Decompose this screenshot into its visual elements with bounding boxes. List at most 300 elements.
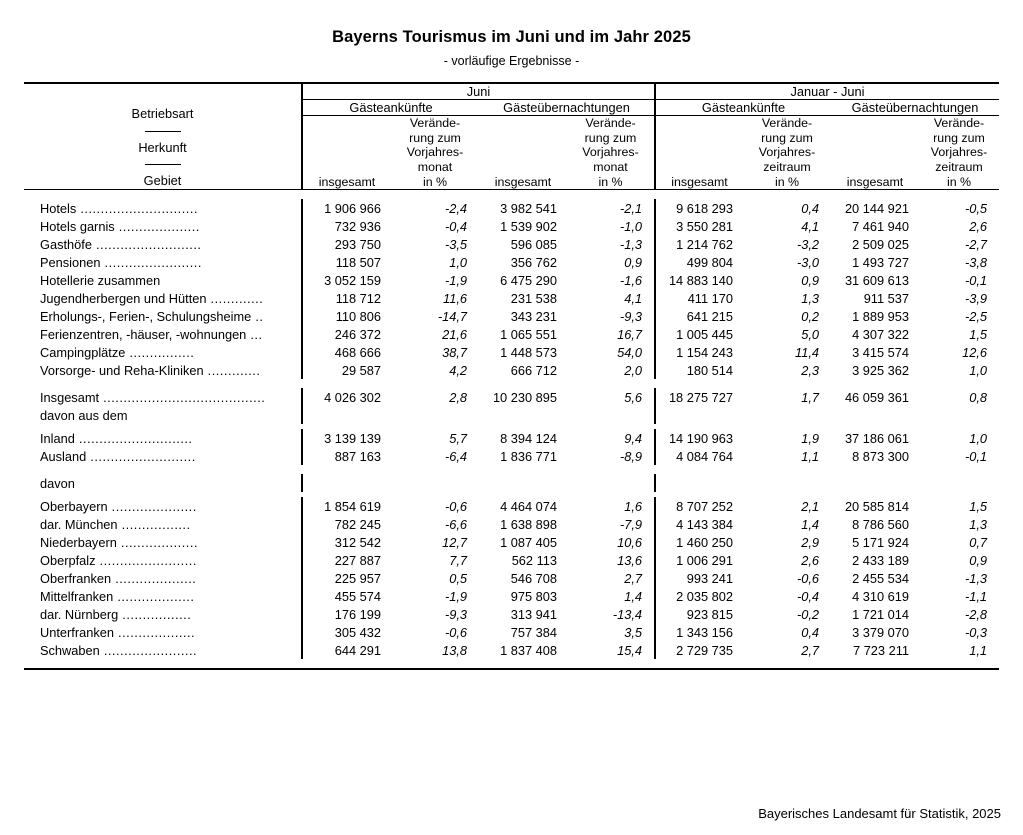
colhead-5-l4: zeitraum: [763, 159, 811, 174]
row-label: Vorsorge- und Reha-Kliniken .............: [40, 362, 261, 378]
cell-change-percent: 21,6: [442, 326, 467, 342]
cell-change-percent: 2,3: [801, 362, 819, 378]
stub-divider-1: [145, 131, 181, 132]
cell-change-percent: 0,9: [801, 272, 819, 288]
row-label: Ausland ..........................: [40, 448, 196, 464]
cell-total: 1 214 762: [655, 235, 743, 253]
table-row: [24, 325, 999, 343]
colhead-6: [831, 116, 919, 190]
colhead-3-l1: Verände-: [585, 116, 636, 130]
cell-total: 641 215: [655, 307, 743, 325]
table-body: [24, 199, 999, 659]
cell-change-percent: 0,2: [801, 308, 819, 324]
cell-total: 7 723 211: [853, 642, 909, 658]
cell-change-percent: 2,6: [801, 552, 819, 568]
cell-change-percent: -9,3: [619, 308, 642, 324]
cell-change-percent: 1,6: [624, 498, 642, 514]
cell-total: 20 585 814: [844, 498, 909, 514]
cell-change-percent: [567, 474, 655, 492]
colhead-2-l1: insgesamt: [494, 174, 552, 189]
cell-change-percent: 0,8: [969, 389, 987, 405]
stub-divider-2: [145, 164, 181, 165]
cell-total: 2 455 534: [852, 570, 909, 586]
cell-total: 4 084 764: [655, 447, 743, 465]
cell-change-percent: 38,7: [442, 344, 467, 360]
cell-change-percent: -1,3: [964, 570, 987, 586]
cell-total: 4 464 074: [500, 498, 557, 514]
table-row: [24, 551, 999, 569]
row-label-leader: ..: [251, 308, 264, 324]
colhead-5: [743, 116, 831, 190]
cell-change-percent: 1,7: [801, 389, 819, 405]
cell-change-percent: -6,4: [444, 448, 467, 464]
cell-change-percent: 0,9: [624, 254, 642, 270]
cell-change-percent: -0,3: [964, 624, 987, 640]
row-label: Hotels .............................: [40, 200, 198, 216]
stub-head-line1: Betriebsart: [131, 106, 194, 122]
header-measure-1: Gästeübernachtungen: [479, 100, 655, 116]
cell-total: [302, 474, 391, 492]
table-row: [24, 343, 999, 361]
cell-total: 9 618 293: [655, 199, 743, 217]
colhead-1-l4: monat: [417, 159, 453, 174]
cell-change-percent: [919, 474, 999, 492]
colhead-7: [919, 116, 999, 190]
row-label-leader: .............: [203, 362, 261, 378]
cell-change-percent: 2,6: [969, 218, 987, 234]
cell-change-percent: 0,4: [801, 624, 819, 640]
cell-total: 46 059 361: [844, 389, 909, 405]
cell-total: 1 006 291: [655, 551, 743, 569]
cell-total: 2 433 189: [852, 552, 909, 568]
cell-change-percent: 0,4: [801, 200, 819, 216]
cell-change-percent: 11,6: [443, 290, 467, 306]
cell-change-percent: [391, 406, 479, 424]
row-label: Inland ............................: [40, 430, 193, 446]
cell-total: 14 190 963: [655, 429, 743, 447]
table-bottom-rule: [24, 669, 999, 670]
cell-change-percent: 11,4: [795, 344, 819, 360]
table-row: [24, 447, 999, 465]
cell-total: 18 275 727: [655, 388, 743, 406]
cell-change-percent: -0,4: [444, 218, 467, 234]
cell-change-percent: 1,3: [801, 290, 819, 306]
cell-total: 1 448 573: [500, 344, 557, 360]
cell-total: 20 144 921: [844, 200, 909, 216]
colhead-1-l2: rung zum: [409, 130, 461, 145]
cell-total: 2 035 802: [655, 587, 743, 605]
cell-total: 31 609 613: [844, 272, 909, 288]
cell-change-percent: 12,6: [962, 344, 987, 360]
row-label: Insgesamt ........................................: [40, 389, 266, 405]
cell-change-percent: -0,2: [796, 606, 819, 622]
table-row: [24, 217, 999, 235]
cell-total: 4 026 302: [302, 388, 391, 406]
cell-change-percent: 2,7: [624, 570, 642, 586]
row-label-leader: .................: [118, 606, 192, 622]
cell-total: 1 889 953: [852, 308, 909, 324]
cell-total: 546 708: [510, 570, 557, 586]
cell-total: [655, 474, 743, 492]
cell-change-percent: 16,7: [617, 326, 642, 342]
cell-change-percent: [567, 406, 655, 424]
row-label: Hotels garnis ....................: [40, 218, 200, 234]
row-label: Unterfranken ...................: [40, 624, 196, 640]
table-row: [24, 289, 999, 307]
colhead-7-l1: Verände-: [933, 116, 985, 130]
cell-total: 312 542: [302, 533, 391, 551]
cell-total: 1 721 014: [852, 606, 909, 622]
cell-change-percent: -6,6: [444, 516, 467, 532]
cell-total: 757 384: [510, 624, 557, 640]
cell-change-percent: 4,1: [624, 290, 642, 306]
cell-total: 1 065 551: [500, 326, 557, 342]
cell-change-percent: 0,7: [969, 534, 987, 550]
cell-total: 8 873 300: [852, 448, 909, 464]
row-label: davon: [40, 475, 75, 491]
cell-change-percent: -0,6: [444, 498, 467, 514]
page-subtitle: - vorläufige Ergebnisse -: [443, 54, 580, 68]
header-gap: [24, 190, 999, 199]
cell-change-percent: [919, 406, 999, 424]
cell-change-percent: 7,7: [449, 552, 467, 568]
cell-change-percent: -2,1: [619, 200, 642, 216]
cell-change-percent: 2,7: [801, 642, 819, 658]
cell-total: 1 493 727: [852, 254, 909, 270]
row-label: Schwaben .......................: [40, 642, 198, 658]
colhead-4-l1: insgesamt: [671, 174, 728, 189]
cell-change-percent: -0,6: [796, 570, 819, 586]
row-label-leader: ...................: [113, 624, 196, 640]
colhead-0: [302, 116, 391, 190]
cell-total: 176 199: [302, 605, 391, 623]
row-label: Gasthöfe ..........................: [40, 236, 202, 252]
cell-total: 180 514: [655, 361, 743, 379]
cell-total: 4 310 619: [852, 588, 909, 604]
cell-total: 305 432: [302, 623, 391, 641]
row-label-leader: ........................: [100, 254, 202, 270]
cell-change-percent: 1,0: [969, 430, 987, 446]
cell-change-percent: -0,6: [444, 624, 467, 640]
colhead-3-l2: rung zum: [584, 130, 637, 145]
row-label: Hotellerie zusammen: [40, 272, 161, 288]
cell-change-percent: 5,7: [449, 430, 467, 446]
cell-change-percent: -9,3: [444, 606, 467, 622]
cell-total: 1 539 902: [500, 218, 557, 234]
row-spacer: [24, 465, 999, 474]
cell-change-percent: -1,3: [619, 236, 642, 252]
cell-change-percent: -1,1: [964, 588, 987, 604]
cell-total: 782 245: [302, 515, 391, 533]
cell-total: 1 837 408: [500, 642, 557, 658]
cell-total: 1 005 445: [655, 325, 743, 343]
stub-head-line3: Gebiet: [143, 173, 182, 189]
tourism-statistics-table: [24, 82, 999, 670]
table-row: [24, 388, 999, 406]
cell-total: 1 906 966: [302, 199, 391, 217]
row-label-leader: ..........................: [91, 236, 202, 252]
stub-head-line2: Herkunft: [138, 139, 187, 155]
colhead-3: [567, 116, 655, 190]
cell-change-percent: 1,1: [969, 642, 987, 658]
cell-total: 1 836 771: [500, 448, 557, 464]
stub-header: [24, 84, 302, 190]
row-label-leader: .......................: [99, 642, 198, 658]
table-row: [24, 623, 999, 641]
cell-change-percent: 2,9: [801, 534, 819, 550]
colhead-0-l1: insgesamt: [318, 174, 376, 189]
cell-change-percent: 54,0: [617, 344, 642, 360]
cell-change-percent: -2,8: [964, 606, 987, 622]
cell-change-percent: -0,5: [964, 200, 987, 216]
cell-total: 118 712: [302, 289, 391, 307]
cell-total: [479, 474, 567, 492]
cell-total: 10 230 895: [492, 389, 557, 405]
row-label: Oberbayern .....................: [40, 498, 197, 514]
cell-total: 6 475 290: [500, 272, 557, 288]
cell-total: 37 186 061: [844, 430, 909, 446]
colhead-6-l1: insgesamt: [846, 174, 904, 189]
row-label: Mittelfranken ...................: [40, 588, 195, 604]
row-label-leader: ........................................: [99, 389, 266, 405]
table-row: [24, 569, 999, 587]
cell-change-percent: -2,4: [444, 200, 467, 216]
table-row: [24, 515, 999, 533]
cell-change-percent: -3,9: [964, 290, 987, 306]
cell-change-percent: -3,8: [964, 254, 987, 270]
cell-total: 468 666: [302, 343, 391, 361]
cell-total: [302, 406, 391, 424]
cell-total: 1 854 619: [302, 497, 391, 515]
cell-total: 923 815: [655, 605, 743, 623]
cell-change-percent: -3,5: [444, 236, 467, 252]
row-label-leader: .................: [117, 516, 191, 532]
row-label: Ferienzentren, -häuser, -wohnungen ...: [40, 326, 263, 342]
cell-total: 227 887: [302, 551, 391, 569]
row-label: Pensionen ........................: [40, 254, 202, 270]
cell-change-percent: [391, 474, 479, 492]
cell-change-percent: 9,4: [624, 430, 642, 446]
cell-change-percent: 13,6: [617, 552, 642, 568]
cell-change-percent: 15,4: [617, 642, 642, 658]
cell-total: 5 171 924: [852, 534, 909, 550]
colhead-5-l2: rung zum: [761, 130, 813, 145]
table-row: [24, 605, 999, 623]
table-row: [24, 361, 999, 379]
colhead-5-l1: Verände-: [761, 116, 813, 130]
cell-total: 499 804: [655, 253, 743, 271]
cell-total: 887 163: [302, 447, 391, 465]
table-row: [24, 533, 999, 551]
cell-change-percent: 1,5: [969, 326, 987, 342]
cell-total: 4 307 322: [852, 326, 909, 342]
table-row: [24, 474, 999, 492]
cell-total: 8 786 560: [852, 516, 909, 532]
cell-total: 110 806: [302, 307, 391, 325]
cell-total: 4 143 384: [655, 515, 743, 533]
cell-change-percent: -0,1: [964, 272, 987, 288]
row-label-leader: ............................: [74, 430, 193, 446]
cell-change-percent: -1,6: [619, 272, 642, 288]
document-page: [0, 28, 1023, 835]
cell-change-percent: 1,4: [801, 516, 819, 532]
colhead-7-l5: in %: [946, 174, 972, 189]
colhead-4: [655, 116, 743, 190]
cell-total: 644 291: [302, 641, 391, 659]
colhead-3-l5: in %: [598, 174, 623, 189]
cell-total: 3 052 159: [302, 271, 391, 289]
cell-total: 732 936: [302, 217, 391, 235]
cell-change-percent: [743, 474, 831, 492]
cell-change-percent: -1,9: [444, 588, 467, 604]
table-row: [24, 497, 999, 515]
cell-change-percent: 12,7: [442, 534, 467, 550]
cell-total: 596 085: [510, 236, 557, 252]
cell-total: [479, 406, 567, 424]
cell-change-percent: 1,0: [969, 362, 987, 378]
row-label-leader: ...................: [116, 534, 198, 550]
cell-total: 8 394 124: [500, 430, 557, 446]
cell-total: 1 154 243: [655, 343, 743, 361]
cell-total: 2 729 735: [655, 641, 743, 659]
row-label: Oberfranken ....................: [40, 570, 197, 586]
colhead-3-l3: Vorjahres-: [582, 145, 639, 160]
cell-change-percent: -2,5: [964, 308, 987, 324]
cell-total: 411 170: [655, 289, 743, 307]
cell-total: 7 461 940: [852, 218, 909, 234]
cell-change-percent: 13,8: [442, 642, 467, 658]
colhead-2: [479, 116, 567, 190]
cell-change-percent: 1,5: [969, 498, 987, 514]
cell-total: 225 957: [302, 569, 391, 587]
cell-change-percent: -7,9: [619, 516, 642, 532]
header-period-row: [24, 84, 999, 100]
cell-total: 118 507: [302, 253, 391, 271]
cell-total: 293 750: [302, 235, 391, 253]
cell-change-percent: 1,0: [449, 254, 467, 270]
header-group-juni: Juni: [302, 84, 655, 100]
cell-change-percent: -0,4: [796, 588, 819, 604]
table-row: [24, 235, 999, 253]
body-gap: [24, 659, 999, 669]
row-label-leader: ...................: [113, 588, 195, 604]
colhead-3-l4: monat: [593, 159, 628, 174]
cell-change-percent: 4,1: [801, 218, 819, 234]
colhead-7-l4: zeitraum: [935, 159, 983, 174]
cell-change-percent: -13,4: [612, 606, 642, 622]
cell-total: [831, 474, 919, 492]
row-label: Erholungs-, Ferien-, Schulungsheime ..: [40, 308, 264, 324]
row-label: Campingplätze ................: [40, 344, 195, 360]
cell-total: 246 372: [302, 325, 391, 343]
cell-change-percent: -2,7: [964, 236, 987, 252]
table-row: [24, 271, 999, 289]
cell-change-percent: 10,6: [617, 534, 642, 550]
colhead-7-l3: Vorjahres-: [930, 145, 988, 160]
row-label-leader: ...: [246, 326, 263, 342]
table-row: [24, 406, 999, 424]
colhead-1-l5: in %: [422, 174, 448, 189]
cell-total: 1 460 250: [655, 533, 743, 551]
cell-change-percent: 2,8: [449, 389, 467, 405]
row-label: davon aus dem: [40, 407, 128, 423]
cell-total: 3 139 139: [302, 429, 391, 447]
cell-change-percent: -3,2: [796, 236, 819, 252]
cell-change-percent: 3,5: [624, 624, 642, 640]
row-label-leader: .............................: [76, 200, 198, 216]
row-label: Oberpfalz ........................: [40, 552, 197, 568]
cell-change-percent: -3,0: [796, 254, 819, 270]
colhead-1-l3: Vorjahres-: [406, 145, 464, 160]
row-label-leader: ....................: [114, 218, 200, 234]
row-spacer: [24, 379, 999, 388]
cell-change-percent: 2,1: [801, 498, 819, 514]
colhead-1-l1: Verände-: [409, 116, 461, 130]
colhead-5-l5: in %: [774, 174, 800, 189]
cell-change-percent: 1,9: [801, 430, 819, 446]
source-note: Bayerisches Landesamt für Statistik, 2025: [758, 806, 1001, 821]
row-label: dar. Nürnberg .................: [40, 606, 192, 622]
cell-change-percent: 1,4: [624, 588, 642, 604]
cell-change-percent: 1,1: [801, 448, 819, 464]
row-label-leader: .............: [206, 290, 264, 306]
page-title: Bayerns Tourismus im Juni und im Jahr 2025: [332, 28, 691, 46]
cell-total: 993 241: [655, 569, 743, 587]
cell-total: 1 087 405: [500, 534, 557, 550]
table-row: [24, 429, 999, 447]
header-measure-2: Gästeankünfte: [655, 100, 831, 116]
cell-total: 356 762: [510, 254, 557, 270]
cell-total: 3 550 281: [655, 217, 743, 235]
cell-total: [655, 406, 743, 424]
cell-total: 3 925 362: [852, 362, 909, 378]
table-row: [24, 199, 999, 217]
cell-change-percent: 5,0: [801, 326, 819, 342]
cell-total: 562 113: [511, 552, 557, 568]
row-label-leader: ..........................: [86, 448, 196, 464]
cell-total: 911 537: [863, 290, 909, 306]
cell-change-percent: 2,0: [624, 362, 642, 378]
cell-change-percent: 1,3: [969, 516, 987, 532]
colhead-1: [391, 116, 479, 190]
cell-total: 3 379 070: [852, 624, 909, 640]
colhead-5-l3: Vorjahres-: [758, 145, 816, 160]
header-group-januar-juni: Januar - Juni: [655, 84, 999, 100]
colhead-7-l2: rung zum: [933, 130, 985, 145]
table-row: [24, 307, 999, 325]
cell-change-percent: 4,2: [449, 362, 467, 378]
table-row: [24, 641, 999, 659]
cell-change-percent: -14,7: [437, 308, 467, 324]
cell-change-percent: 5,6: [624, 389, 642, 405]
cell-total: 343 231: [510, 308, 557, 324]
row-label-leader: ........................: [95, 552, 197, 568]
cell-total: [831, 406, 919, 424]
cell-total: 1 343 156: [655, 623, 743, 641]
cell-change-percent: -1,9: [444, 272, 467, 288]
cell-change-percent: -8,9: [619, 448, 642, 464]
cell-total: 3 415 574: [852, 344, 909, 360]
cell-change-percent: -1,0: [619, 218, 642, 234]
row-label: Jugendherbergen und Hütten .............: [40, 290, 264, 306]
cell-change-percent: 0,9: [969, 552, 987, 568]
cell-total: 455 574: [302, 587, 391, 605]
cell-total: 14 883 140: [655, 271, 743, 289]
cell-total: 666 712: [510, 362, 557, 378]
header-measure-0: Gästeankünfte: [302, 100, 479, 116]
cell-total: 975 803: [510, 588, 557, 604]
cell-total: 1 638 898: [500, 516, 557, 532]
